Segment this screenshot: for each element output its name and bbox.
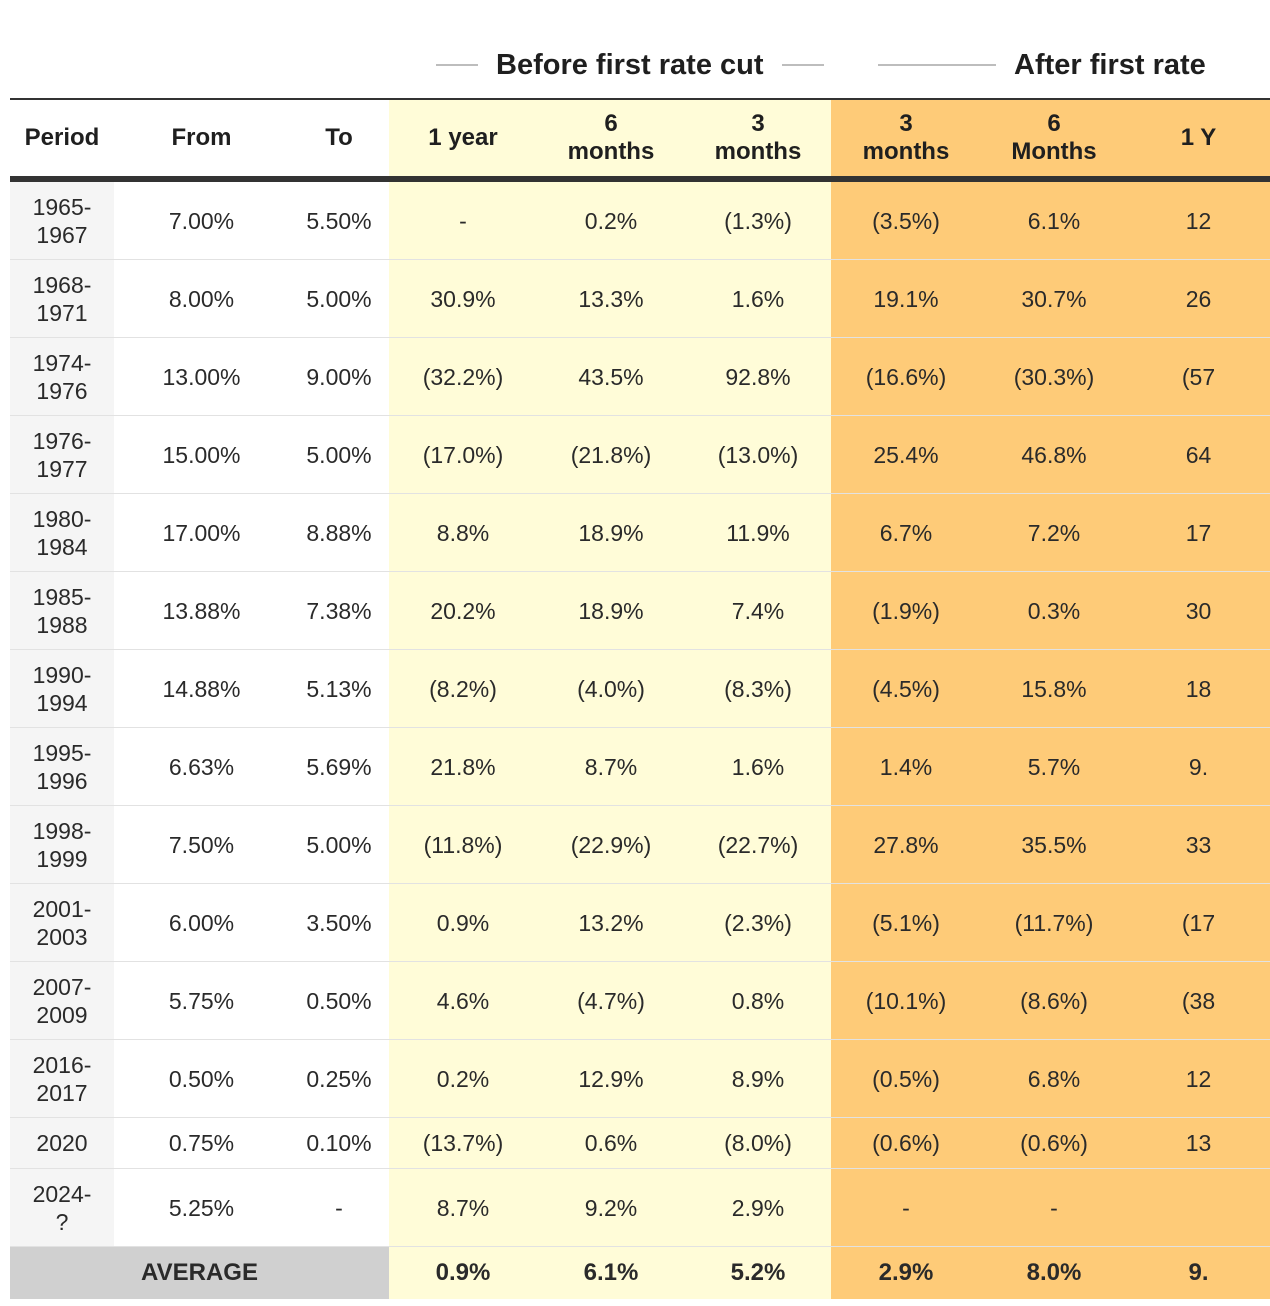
table-row	[10, 884, 1270, 962]
table-cell: 30.7%	[981, 260, 1127, 338]
table-row	[10, 494, 1270, 572]
table-cell: 2.9%	[685, 1169, 831, 1247]
table-cell: -	[981, 1169, 1127, 1247]
table-cell: 5.00%	[289, 416, 389, 494]
group-rule-left	[878, 64, 996, 66]
table-cell: 30	[1127, 572, 1270, 650]
table-cell: 5.69%	[289, 728, 389, 806]
table-row	[10, 728, 1270, 806]
table-cell: 12	[1127, 179, 1270, 260]
table-cell: 12	[1127, 1040, 1270, 1118]
table-cell: (0.5%)	[831, 1040, 981, 1118]
group-rule-right	[782, 64, 824, 66]
table-cell: 17.00%	[114, 494, 289, 572]
group-after-first-rate	[878, 38, 1206, 92]
table-cell: 8.7%	[389, 1169, 537, 1247]
table-cell: 9.00%	[289, 338, 389, 416]
table-row	[10, 1118, 1270, 1169]
table-cell: 1.6%	[685, 260, 831, 338]
table-cell: 7.38%	[289, 572, 389, 650]
table-cell: 6.7%	[831, 494, 981, 572]
table-cell: 1.6%	[685, 728, 831, 806]
table-cell: 6.63%	[114, 728, 289, 806]
table-cell: 33	[1127, 806, 1270, 884]
column-header: 6 months	[537, 99, 685, 179]
group-label-before: Before first rate cut	[496, 48, 764, 81]
table-cell: 13	[1127, 1118, 1270, 1169]
table-cell: 64	[1127, 416, 1270, 494]
period-cell: 1990- 1994	[10, 650, 114, 728]
table-cell: 35.5%	[981, 806, 1127, 884]
period-cell: 2020	[10, 1118, 114, 1169]
column-header: 3 months	[831, 99, 981, 179]
table-body	[10, 179, 1270, 1299]
average-cell: 2.9%	[831, 1247, 981, 1300]
table-cell: 5.25%	[114, 1169, 289, 1247]
table-cell: 43.5%	[537, 338, 685, 416]
average-cell: 0.9%	[389, 1247, 537, 1300]
table-cell: 7.4%	[685, 572, 831, 650]
table-cell: (4.0%)	[537, 650, 685, 728]
table-cell: 19.1%	[831, 260, 981, 338]
average-row	[10, 1247, 1270, 1300]
table-row	[10, 416, 1270, 494]
period-cell: 1985- 1988	[10, 572, 114, 650]
table-cell: 0.50%	[114, 1040, 289, 1118]
period-cell: 1974- 1976	[10, 338, 114, 416]
table-cell: 0.3%	[981, 572, 1127, 650]
table-cell: 6.1%	[981, 179, 1127, 260]
column-header: Period	[10, 99, 114, 179]
table-row	[10, 260, 1270, 338]
average-cell: 6.1%	[537, 1247, 685, 1300]
table-row	[10, 650, 1270, 728]
table-cell: 5.7%	[981, 728, 1127, 806]
table-cell: 8.88%	[289, 494, 389, 572]
table-cell: (0.6%)	[831, 1118, 981, 1169]
period-cell: 1965- 1967	[10, 179, 114, 260]
table-row	[10, 962, 1270, 1040]
table-cell: 20.2%	[389, 572, 537, 650]
table-cell: 27.8%	[831, 806, 981, 884]
table-cell: 8.8%	[389, 494, 537, 572]
table-cell: 7.2%	[981, 494, 1127, 572]
table-cell: 1.4%	[831, 728, 981, 806]
table-cell: 0.25%	[289, 1040, 389, 1118]
table-cell: (10.1%)	[831, 962, 981, 1040]
table-cell: 3.50%	[289, 884, 389, 962]
table-cell: 11.9%	[685, 494, 831, 572]
table-row	[10, 338, 1270, 416]
table-cell: 5.13%	[289, 650, 389, 728]
average-cell: 5.2%	[685, 1247, 831, 1300]
table-cell: 0.50%	[289, 962, 389, 1040]
table-cell: (8.6%)	[981, 962, 1127, 1040]
table-cell: (8.3%)	[685, 650, 831, 728]
table-cell: 21.8%	[389, 728, 537, 806]
table-cell: (17.0%)	[389, 416, 537, 494]
table-cell: 5.75%	[114, 962, 289, 1040]
table-cell: (4.7%)	[537, 962, 685, 1040]
table-cell: 9.	[1127, 728, 1270, 806]
table-cell: (8.0%)	[685, 1118, 831, 1169]
table-cell: 0.2%	[537, 179, 685, 260]
table-cell: 5.00%	[289, 260, 389, 338]
table-cell: 13.3%	[537, 260, 685, 338]
rate-cut-returns-table	[10, 98, 1270, 1299]
table-cell: 8.9%	[685, 1040, 831, 1118]
period-cell: 2007- 2009	[10, 962, 114, 1040]
table-cell: 92.8%	[685, 338, 831, 416]
period-cell: 2024- ?	[10, 1169, 114, 1247]
table-cell: -	[389, 179, 537, 260]
table-cell: (16.6%)	[831, 338, 981, 416]
table-cell: (30.3%)	[981, 338, 1127, 416]
table-cell: 8.00%	[114, 260, 289, 338]
table-row	[10, 572, 1270, 650]
table-cell: 6.00%	[114, 884, 289, 962]
period-cell: 1980- 1984	[10, 494, 114, 572]
period-cell: 1998- 1999	[10, 806, 114, 884]
table-cell: 18.9%	[537, 572, 685, 650]
table-cell: (8.2%)	[389, 650, 537, 728]
table-cell: (1.9%)	[831, 572, 981, 650]
period-cell: 1976- 1977	[10, 416, 114, 494]
table-cell: 7.50%	[114, 806, 289, 884]
table-cell: (57	[1127, 338, 1270, 416]
table-cell: 5.00%	[289, 806, 389, 884]
table-cell: 7.00%	[114, 179, 289, 260]
table-cell: 0.6%	[537, 1118, 685, 1169]
table-cell: 8.7%	[537, 728, 685, 806]
period-cell: 2001- 2003	[10, 884, 114, 962]
table-cell: 6.8%	[981, 1040, 1127, 1118]
group-label-after: After first rate	[1014, 48, 1206, 81]
column-header: To	[289, 99, 389, 179]
average-label: AVERAGE	[10, 1247, 389, 1300]
table-cell: 0.2%	[389, 1040, 537, 1118]
table-cell: (11.8%)	[389, 806, 537, 884]
column-header: From	[114, 99, 289, 179]
table-cell: (4.5%)	[831, 650, 981, 728]
table-cell: 5.50%	[289, 179, 389, 260]
average-cell: 8.0%	[981, 1247, 1127, 1300]
table-cell: 25.4%	[831, 416, 981, 494]
table-cell: 30.9%	[389, 260, 537, 338]
table-row	[10, 1169, 1270, 1247]
group-before-first-rate-cut	[436, 38, 824, 92]
table-cell: (22.7%)	[685, 806, 831, 884]
table-cell: (22.9%)	[537, 806, 685, 884]
table-cell: 15.8%	[981, 650, 1127, 728]
table-cell: (13.7%)	[389, 1118, 537, 1169]
table-cell	[1127, 1169, 1270, 1247]
table-cell: (0.6%)	[981, 1118, 1127, 1169]
period-cell: 2016- 2017	[10, 1040, 114, 1118]
table-cell: 18.9%	[537, 494, 685, 572]
table-cell: 15.00%	[114, 416, 289, 494]
table-row	[10, 179, 1270, 260]
table-cell: 4.6%	[389, 962, 537, 1040]
group-rule-left	[436, 64, 478, 66]
table-cell: (1.3%)	[685, 179, 831, 260]
table-cell: 0.8%	[685, 962, 831, 1040]
table-cell: -	[831, 1169, 981, 1247]
rate-cut-returns-table-wrapper	[10, 98, 1217, 1306]
table-cell: -	[289, 1169, 389, 1247]
table-cell: (11.7%)	[981, 884, 1127, 962]
average-cell: 9.	[1127, 1247, 1270, 1300]
table-cell: 13.88%	[114, 572, 289, 650]
table-cell: 17	[1127, 494, 1270, 572]
table-row	[10, 1040, 1270, 1118]
table-cell: 12.9%	[537, 1040, 685, 1118]
table-cell: 0.10%	[289, 1118, 389, 1169]
table-cell: 46.8%	[981, 416, 1127, 494]
table-cell: 18	[1127, 650, 1270, 728]
table-cell: (2.3%)	[685, 884, 831, 962]
table-cell: (32.2%)	[389, 338, 537, 416]
period-cell: 1968- 1971	[10, 260, 114, 338]
table-cell: 13.00%	[114, 338, 289, 416]
table-cell: 0.75%	[114, 1118, 289, 1169]
table-cell: (13.0%)	[685, 416, 831, 494]
table-cell: 14.88%	[114, 650, 289, 728]
table-cell: 13.2%	[537, 884, 685, 962]
period-cell: 1995- 1996	[10, 728, 114, 806]
table-cell: 0.9%	[389, 884, 537, 962]
table-cell: (21.8%)	[537, 416, 685, 494]
table-cell: (3.5%)	[831, 179, 981, 260]
column-header: 1 Y	[1127, 99, 1270, 179]
table-row	[10, 806, 1270, 884]
table-cell: (5.1%)	[831, 884, 981, 962]
header-row	[10, 99, 1270, 179]
column-group-header	[0, 38, 1220, 92]
column-header: 3 months	[685, 99, 831, 179]
column-header: 1 year	[389, 99, 537, 179]
table-cell: (38	[1127, 962, 1270, 1040]
table-cell: (17	[1127, 884, 1270, 962]
table-cell: 9.2%	[537, 1169, 685, 1247]
table-header	[10, 99, 1270, 179]
table-cell: 26	[1127, 260, 1270, 338]
column-header: 6 Months	[981, 99, 1127, 179]
